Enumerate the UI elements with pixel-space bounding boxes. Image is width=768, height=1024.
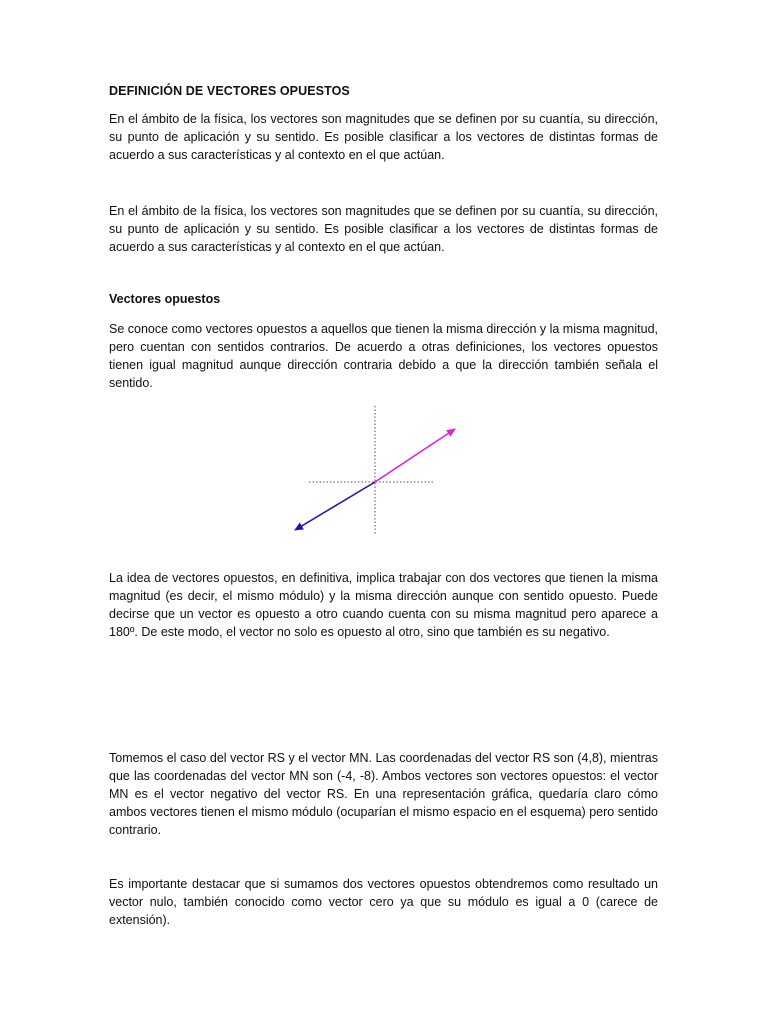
opposite-vectors-diagram — [286, 400, 466, 535]
section-paragraph-2: La idea de vectores opuestos, en definitiva, implica trabajar con dos vectores que tienen la misma magnitud (es decir, el mismo módulo) y la misma dirección aunque con sentido opuesto. Puede decirse que un vector es opuesto a otro cuando cuenta con su misma magnitud pero aparece a 180º. De este modo, el vector no solo es opuesto al otro, sino que también es su negativo. — [109, 571, 658, 639]
opposite-vectors-figure — [286, 400, 466, 535]
section-paragraph-1: Se conoce como vectores opuestos a aquellos que tienen la misma dirección y la misma magnitud, pero cuentan con sentidos contrarios. De acuerdo a otras definiciones, los vectores opuestos tienen igual magnitud aunque dirección contraria debido a que la dirección también señala el sentido. — [109, 322, 658, 390]
intro-paragraph-1: En el ámbito de la física, los vectores son magnitudes que se definen por su cuantía, su dirección, su punto de aplicación y su sentido. Es posible clasificar a los vectores de distintas formas de acuerdo a sus características y al contexto en el que actúan. — [109, 112, 658, 162]
section-title: Vectores opuestos — [109, 292, 221, 306]
intro-paragraph-2: En el ámbito de la física, los vectores son magnitudes que se definen por su cuantía, su dirección, su punto de aplicación y su sentido. Es posible clasificar a los vectores de distintas formas de acuerdo a sus características y al contexto en el que actúan. — [109, 204, 658, 254]
section-paragraph-3: Tomemos el caso del vector RS y el vector MN. Las coordenadas del vector RS son (4,8), mientras que las coordenadas del vector MN son (-4, -8). Ambos vectores son vectores opuestos: el vector MN es el vector negativo del vector RS. En una representación gráfica, quedaría claro cómo ambos vectores tienen el mismo módulo (ocuparían el mismo espacio en el esquema) pero sentido contrario. — [109, 751, 658, 837]
section-paragraph-4: Es importante destacar que si sumamos dos vectores opuestos obtendremos como resultado un vector nulo, también conocido como vector cero ya que su módulo es igual a 0 (carece de extensión). — [109, 877, 658, 927]
document-title: DEFINICIÓN DE VECTORES OPUESTOS — [109, 84, 350, 98]
vector-rs — [375, 429, 455, 482]
vector-mn — [295, 482, 375, 530]
